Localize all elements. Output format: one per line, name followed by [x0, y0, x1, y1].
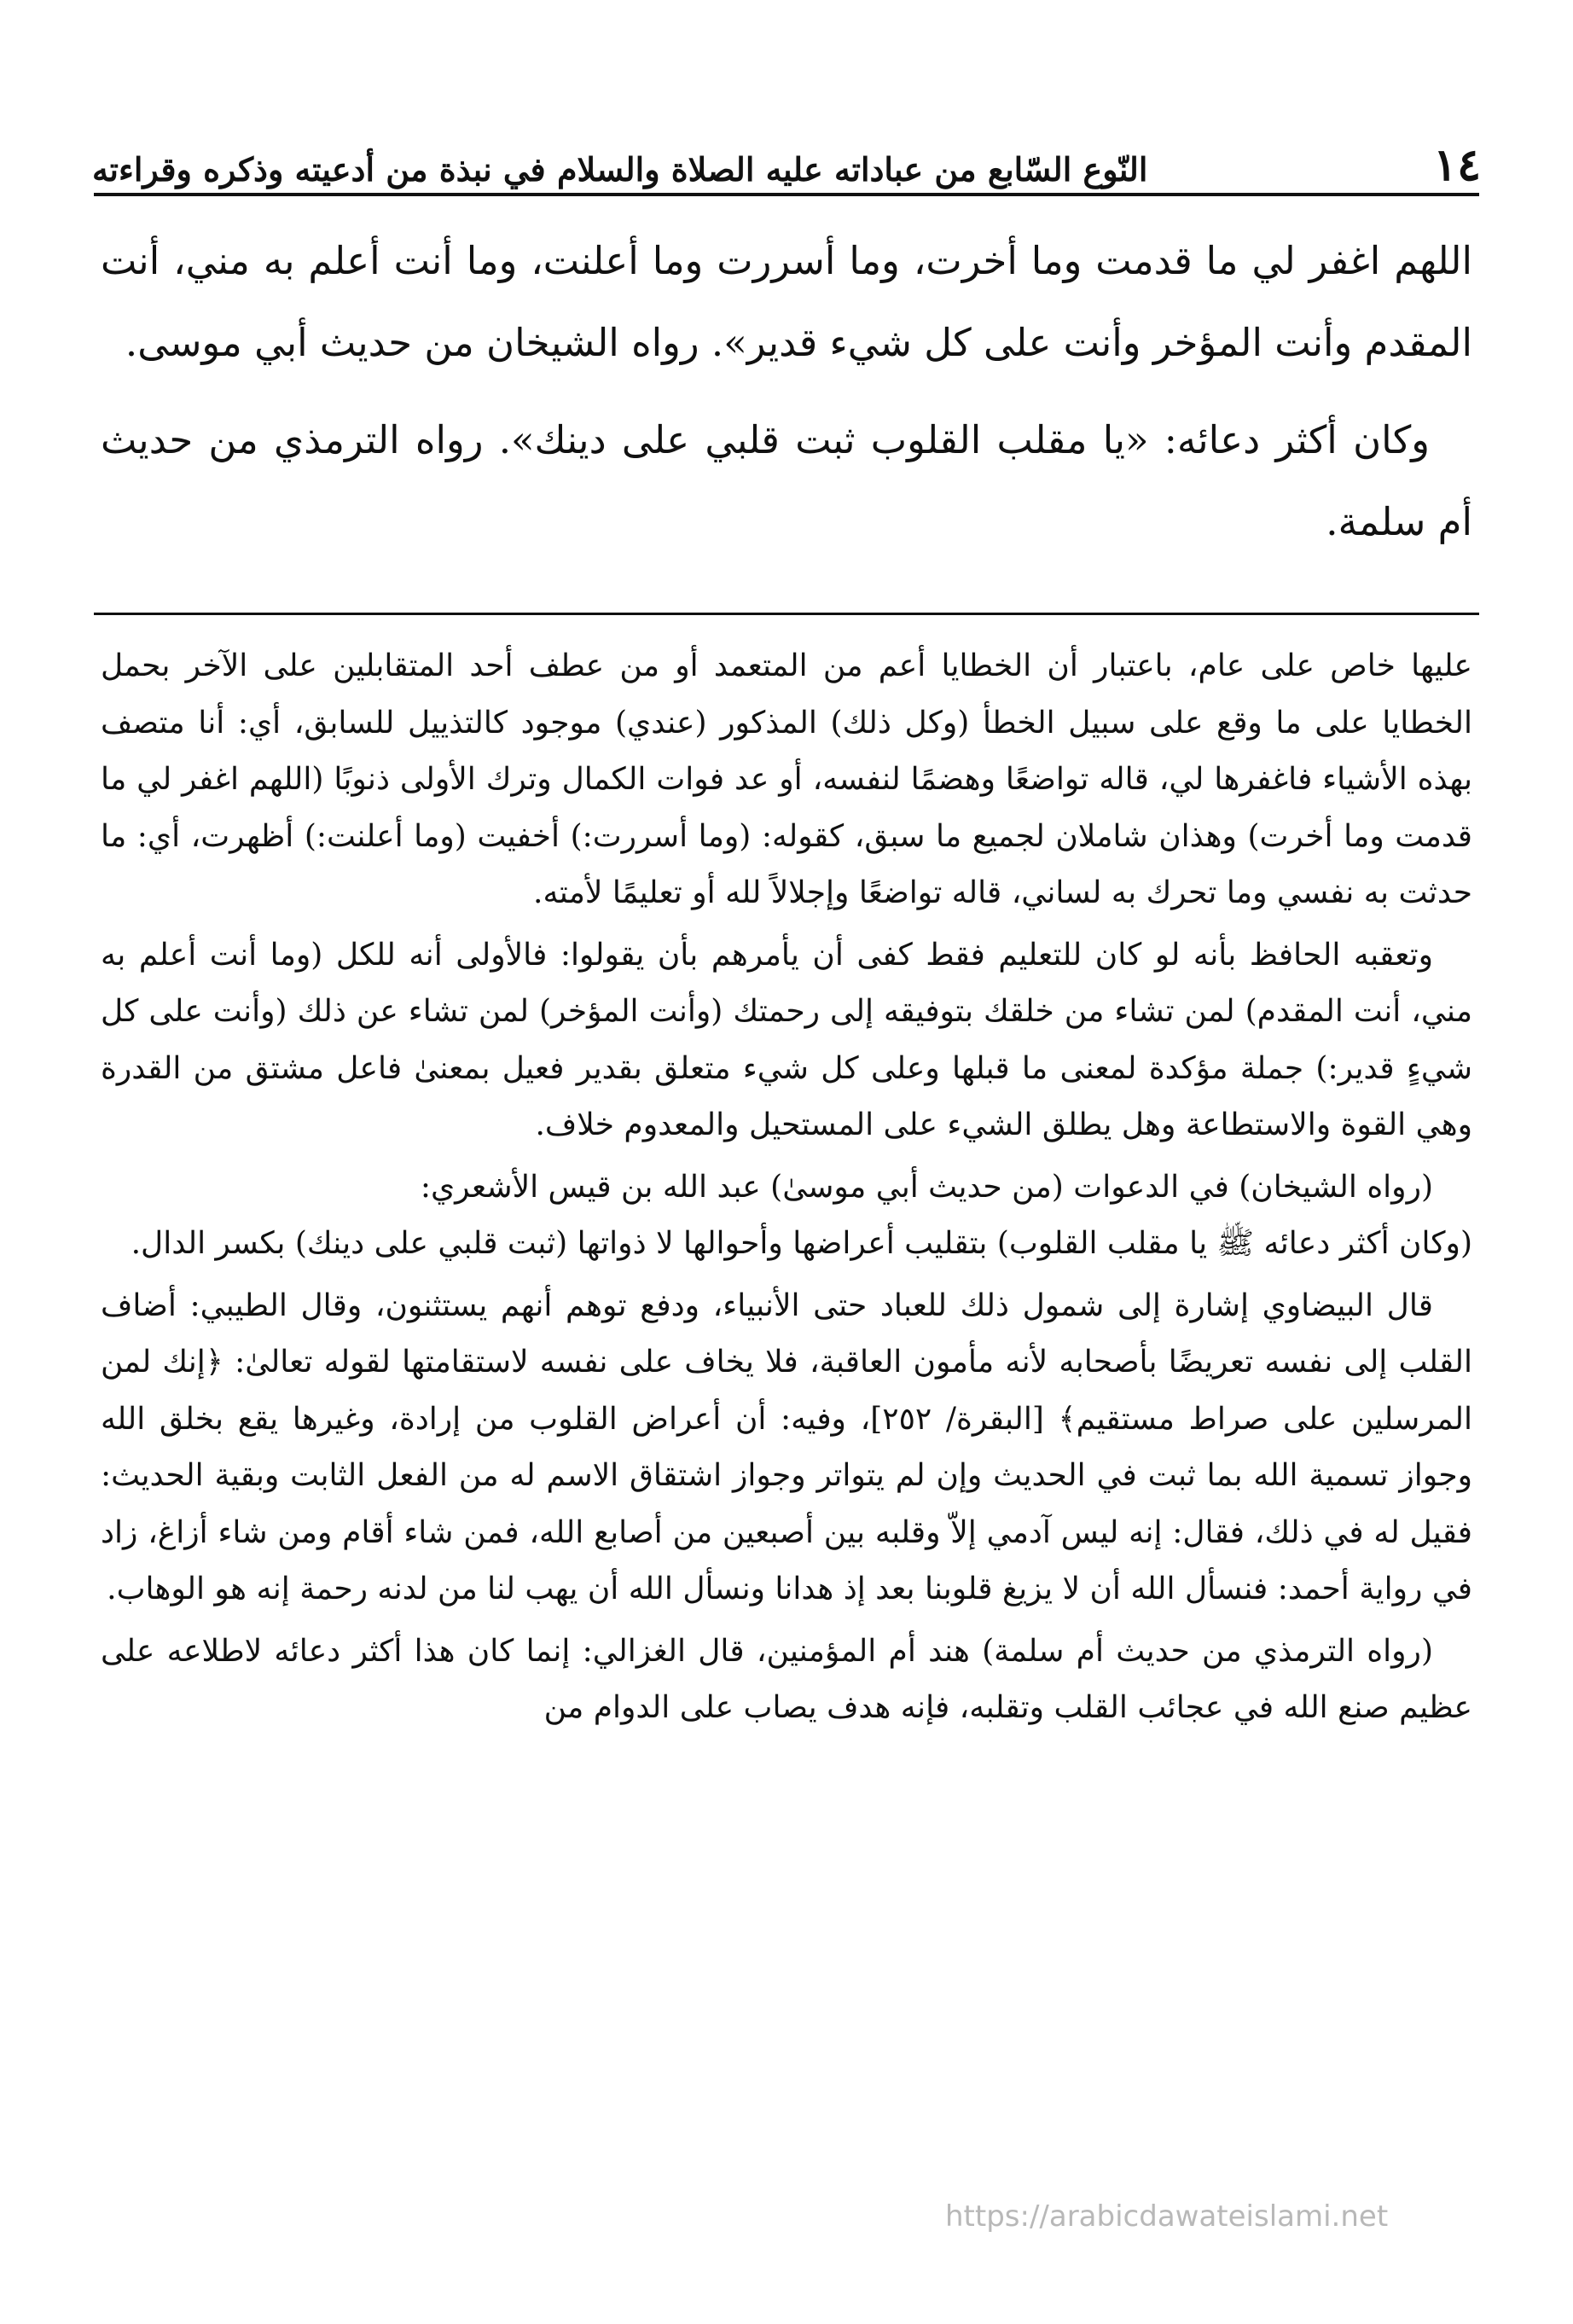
running-title: النّوع السّابع من عباداته عليه الصلاة والسلام في نبذة من أدعيته وذكره وقراءته — [92, 150, 1148, 189]
commentary-paragraph: (رواه الشيخان) في الدعوات (من حديث أبي موسىٰ) عبد الله بن قيس الأشعري: — [420, 1169, 1433, 1205]
commentary-divider — [94, 613, 1479, 615]
page-header — [92, 119, 1481, 191]
commentary-text — [101, 638, 1472, 1737]
main-text-paragraph: اللهم اغفر لي ما قدمت وما أخرت، وما أسررت وما أعلنت، وما أنت أعلم به مني، أنت المقدم وأنت المؤخر وأنت على كل شيء قدير». رواه الشيخان من حديث أبي موسى. — [101, 238, 1472, 365]
commentary-paragraph: قال البيضاوي إشارة إلى شمول ذلك للعباد حتى الأنبياء، ودفع توهم أنهم يستثنون، وقال الطيبي: أضاف القلب إلى نفسه تعريضًا بأصحابه لأنه مأمون العاقبة، فلا يخاف على نفسه لاستقامتها لقوله تعالىٰ: ﴿إنك لمن المرسلين على صراط مستقيم﴾ [البقرة/ ٢٥٢]، وفيه: أن أعراض القلوب من إرادة، وغيرها يقع بخلق الله وجواز تسمية الله بما ثبت في الحديث وإن لم يتواتر وجواز اشتقاق الاسم له من الفعل الثابت وبقية الحديث: فقيل له في ذلك، فقال: إنه ليس آدمي إلاّ وقلبه بين أصبعين من أصابع الله، فمن شاء أقام ومن شاء أزاغ، زاد في رواية أحمد: فنسأل الله أن لا يزيغ قلوبنا بعد إذ هدانا ونسأل الله أن يهب لنا من لدنه رحمة إنه هو الوهاب. — [101, 1287, 1472, 1606]
commentary-paragraph: عليها خاص على عام، باعتبار أن الخطايا أعم من المتعمد أو من عطف أحد المتقابلين على الآخر بحمل الخطايا على ما وقع على سبيل الخطأ (وكل ذلك) المذكور (عندي) موجود كالتذييل للسابق، أي: أنا متصف بهذه الأشياء فاغفرها لي، قاله تواضعًا وهضمًا لنفسه، أو عد فوات الكمال وترك الأولى ذنوبًا (اللهم اغفر لي ما قدمت وما أخرت) وهذان شاملان لجميع ما سبق، كقوله: (وما أسررت:) أخفيت (وما أعلنت:) أظهرت، أي: ما حدثت به نفسي وما تحرك به لساني، قاله تواضعًا وإجلالاً لله أو تعليمًا لأمته. — [101, 648, 1472, 910]
watermark-url: https://arabicdawateislami.net — [945, 2199, 1389, 2234]
commentary-paragraph: وتعقبه الحافظ بأنه لو كان للتعليم فقط كفى أن يأمرهم بأن يقولوا: فالأولى أنه للكل (وما أنت أعلم به مني، أنت المقدم) لمن تشاء من خلقك بتوفيقه إلى رحمتك (وأنت المؤخر) لمن تشاء عن ذلك (وأنت على كل شيءٍ قدير:) جملة مؤكدة لمعنى ما قبلها وعلى كل شيء متعلق بقدير فعيل بمعنىٰ فاعل مشتق من القدرة وهي القوة والاستطاعة وهل يطلق الشيء على المستحيل والمعدوم خلاف. — [101, 937, 1473, 1142]
main-text — [101, 220, 1472, 563]
main-text-paragraph: وكان أكثر دعائه: «يا مقلب القلوب ثبت قلبي على دينك». رواه الترمذي من حديث أم سلمة. — [101, 417, 1472, 544]
commentary-paragraph: (وكان أكثر دعائه ﷺ يا مقلب القلوب) بتقليب أعراضها وأحوالها لا ذواتها (ثبت قلبي على دينك) بكسر الدال. — [131, 1226, 1472, 1261]
header-divider — [94, 193, 1479, 196]
page-number: ١٤ — [1433, 139, 1481, 191]
commentary-paragraph: (رواه الترمذي من حديث أم سلمة) هند أم المؤمنين، قال الغزالي: إنما كان هذا أكثر دعائه لاطلاعه على عظيم صنع الله في عجائب القلب وتقلبه، فإنه هدف يصاب على الدوام من — [101, 1633, 1472, 1725]
